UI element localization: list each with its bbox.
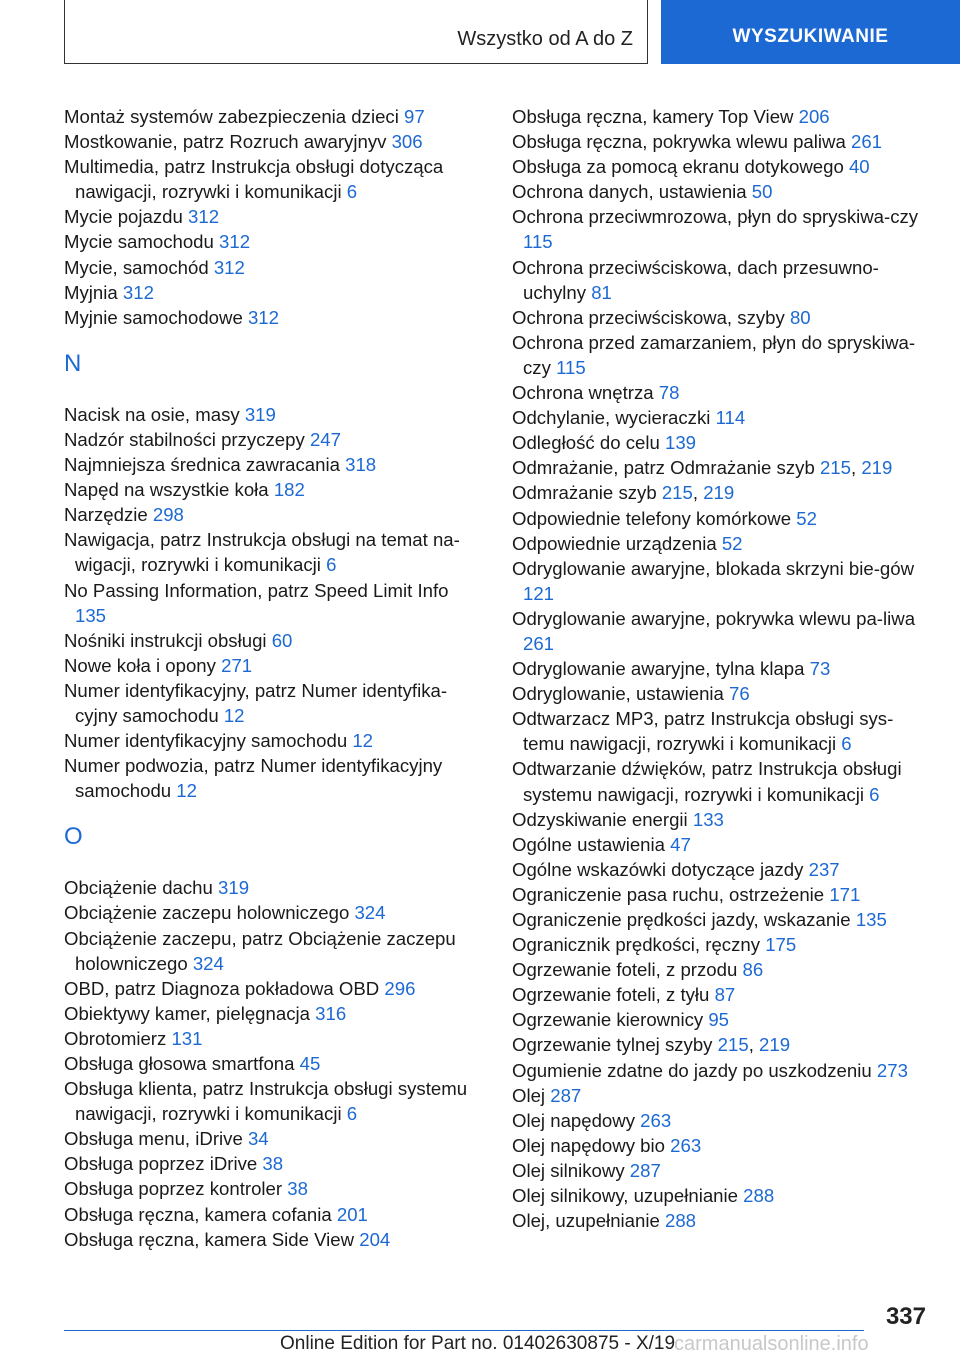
index-entry-text: Ogranicznik prędkości, ręczny: [512, 934, 766, 956]
index-entry-text: Odryglowanie awaryjne, pokrywka wlewu pa-liwa: [512, 607, 916, 629]
index-entry-text: Obsługa ręczna, pokrywka wlewu paliwa: [512, 131, 851, 153]
index-entry-text: Odpowiednie telefony komórkowe: [512, 507, 797, 529]
index-entry-text: Ograniczenie prędkości jazdy, wskazanie: [512, 909, 856, 930]
index-entry-text: Ochrona przeciwściskowa, dach przesuwno-uchylny: [512, 256, 879, 303]
index-entry: [512, 531, 932, 556]
index-entry: [64, 427, 484, 452]
index-entry: [64, 1151, 484, 1176]
page-link[interactable]: 78: [658, 382, 680, 404]
page-link[interactable]: 312: [247, 306, 279, 328]
page-link[interactable]: 324: [192, 952, 224, 974]
page-link[interactable]: 296: [384, 977, 416, 999]
index-entry: [64, 1001, 484, 1026]
index-entry-text: Obsługa ręczna, kamery Top View: [512, 106, 799, 127]
index-entry: [64, 753, 484, 803]
index-entry-text: Obsługa głosowa smartfona: [64, 1053, 300, 1074]
index-entry: [512, 480, 932, 505]
page-link[interactable]: 86: [742, 959, 764, 981]
page-link[interactable]: 135: [75, 604, 107, 626]
index-entry: [64, 1176, 484, 1201]
index-entry-text: Odryglowanie, ustawienia: [512, 683, 730, 705]
page-link[interactable]: 312: [219, 231, 251, 253]
page-link[interactable]: 215: [717, 1034, 749, 1056]
page-link[interactable]: 204: [359, 1228, 391, 1250]
page-link[interactable]: 114: [715, 407, 746, 429]
page-link[interactable]: 319: [244, 403, 276, 425]
index-entry-text: Nośniki instrukcji obsługi: [64, 629, 272, 651]
index-entry-text: Odtwarzacz MP3, patrz Instrukcja obsługi sys-temu nawigacji, rozrywki i komunikacji: [512, 708, 894, 755]
index-entry: [512, 556, 932, 606]
page-link[interactable]: 73: [809, 658, 831, 680]
page-link[interactable]: 60: [271, 629, 293, 651]
index-entry: [512, 405, 932, 430]
page-link[interactable]: 50: [751, 181, 773, 203]
index-entry-text: Mycie, samochód: [64, 256, 214, 278]
page-separator: ,: [748, 1034, 760, 1056]
index-entry: [64, 280, 484, 305]
page-link[interactable]: 263: [640, 1109, 672, 1131]
header-box: [64, 0, 648, 64]
page-link[interactable]: 131: [171, 1027, 203, 1049]
page-link[interactable]: 306: [391, 131, 423, 153]
page-link[interactable]: 288: [743, 1185, 775, 1207]
index-entry-text: Obsługa ręczna, kamera Side View: [64, 1228, 360, 1250]
page-link[interactable]: 298: [152, 504, 184, 526]
index-entry-text: Narzędzie: [64, 504, 153, 526]
page-link[interactable]: 95: [708, 1009, 730, 1031]
index-entry: [64, 1126, 484, 1151]
page-link[interactable]: 324: [354, 902, 386, 924]
watermark: carmanualsonline.info: [674, 1333, 869, 1355]
index-entry: [64, 900, 484, 925]
index-entry: [64, 477, 484, 502]
page-link[interactable]: 219: [861, 457, 893, 479]
page-link[interactable]: 182: [273, 479, 305, 501]
index-entry: [512, 1158, 932, 1183]
index-entry-text: Ochrona wnętrza: [512, 382, 659, 404]
index-entry-text: Numer identyfikacyjny samochodu: [64, 730, 353, 752]
index-entry: [64, 728, 484, 753]
page-separator: ,: [692, 482, 704, 504]
page-link[interactable]: 97: [404, 106, 425, 127]
index-entry: [512, 1108, 932, 1133]
page-link[interactable]: 219: [759, 1034, 791, 1056]
index-entry-text: Odryglowanie awaryjne, tylna klapa: [512, 658, 810, 680]
index-entry: [512, 756, 932, 806]
index-entry-text: Obsługa poprzez kontroler: [64, 1178, 288, 1200]
page-link[interactable]: 261: [523, 632, 555, 654]
page-link[interactable]: 316: [315, 1002, 347, 1024]
index-entry-text: Ogrzewanie kierownicy: [512, 1009, 709, 1031]
index-entry-text: Nadzór stabilności przyczepy: [64, 428, 310, 450]
index-entry: [512, 104, 932, 129]
index-entry: [512, 606, 932, 656]
page-link[interactable]: 215: [661, 482, 693, 504]
section-letter: N: [64, 349, 82, 377]
page-link[interactable]: 287: [550, 1084, 582, 1106]
index-entry-text: Olej silnikowy, uzupełnianie: [512, 1185, 744, 1207]
index-entry-text: Myjnie samochodowe: [64, 306, 248, 328]
index-entry: [512, 179, 932, 204]
index-entry: [512, 430, 932, 455]
page-link[interactable]: 81: [591, 281, 612, 303]
index-entry-text: Ogumienie zdatne do jazdy po uszkodzeniu: [512, 1059, 877, 1081]
page-link[interactable]: 6: [346, 181, 358, 203]
page-link[interactable]: 261: [850, 131, 883, 153]
index-entry: [64, 305, 484, 330]
index-entry-text: Montaż systemów zabezpieczenia dzieci: [64, 106, 405, 127]
index-entry: [64, 578, 484, 628]
index-entry: [64, 653, 484, 678]
page-link[interactable]: 319: [218, 877, 250, 899]
index-entry: [512, 255, 932, 305]
index-entry-text: Odpowiednie urządzenia: [512, 532, 722, 554]
index-entry: [512, 957, 932, 982]
index-entry-text: Numer podwozia, patrz Numer identyfikacyjny samochodu: [64, 755, 443, 802]
index-entry: [512, 1183, 932, 1208]
index-entry: [512, 455, 932, 480]
index-entry-text: Ochrona danych, ustawienia: [512, 181, 752, 203]
index-entry-text: Ochrona przeciwściskowa, szyby: [512, 306, 790, 328]
index-entry: [64, 976, 484, 1001]
index-entry-text: Ogólne wskazówki dotyczące jazdy: [512, 858, 809, 880]
index-entry-text: Obsługa poprzez iDrive: [64, 1153, 263, 1175]
index-entry: [64, 154, 484, 204]
footer-edition: Online Edition for Part no. 01402630875 - X/19: [280, 1333, 676, 1354]
index-entry-text: Obiektywy kamer, pielęgnacja: [64, 1002, 316, 1024]
index-entry-text: Najmniejsza średnica zawracania: [64, 454, 346, 476]
page-link[interactable]: 201: [336, 1203, 368, 1225]
index-entry-text: Obciążenie zaczepu holowniczego: [64, 902, 355, 924]
page-link[interactable]: 288: [664, 1210, 697, 1232]
index-entry-text: Obsługa za pomocą ekranu dotykowego: [512, 156, 849, 178]
index-entry-text: Ochrona przeciwmrozowa, płyn do spryskiwa-czy: [512, 206, 919, 228]
index-entry: [512, 706, 932, 756]
index-entry-text: Odryglowanie awaryjne, blokada skrzyni bie-gów: [512, 557, 915, 579]
index-entry-text: Nawigacja, patrz Instrukcja obsługi na temat na-wigacji, rozrywki i komunikacji: [64, 529, 460, 576]
index-entry: [512, 305, 932, 330]
index-entry-text: Odtwarzanie dźwięków, patrz Instrukcja obsługi systemu nawigacji, rozrywki i komunikacji: [512, 758, 902, 805]
page-link[interactable]: 87: [714, 984, 736, 1006]
index-entry-text: Obciążenie dachu: [64, 877, 219, 899]
page-number: 337: [885, 1303, 926, 1330]
page-link[interactable]: 171: [829, 883, 861, 905]
index-entry: [64, 204, 484, 229]
page-link[interactable]: 115: [556, 356, 586, 378]
index-entry-text: Mycie samochodu: [64, 231, 220, 253]
index-entry: [64, 1051, 484, 1076]
index-entry-text: Odzyskiwanie energii: [512, 808, 693, 830]
page-link[interactable]: 45: [299, 1053, 321, 1074]
index-entry-text: OBD, patrz Diagnoza pokładowa OBD: [64, 977, 385, 999]
page-link[interactable]: 6: [346, 1103, 358, 1125]
index-entry: [64, 129, 484, 154]
page-link[interactable]: 139: [664, 432, 697, 454]
page-link[interactable]: 34: [247, 1128, 269, 1150]
index-entry: [64, 402, 484, 427]
page-link[interactable]: 273: [876, 1059, 908, 1081]
index-entry: [64, 926, 484, 976]
page-link[interactable]: 318: [345, 454, 377, 476]
page-link[interactable]: 115: [523, 231, 553, 253]
index-entry: [512, 857, 932, 882]
index-entry-text: Olej: [512, 1084, 551, 1106]
index-entry: [512, 380, 932, 405]
section-letter: O: [64, 823, 83, 851]
index-entry: [64, 104, 484, 129]
index-entry-text: Ograniczenie pasa ruchu, ostrzeżenie: [512, 883, 830, 905]
index-entry: [64, 1076, 484, 1126]
index-entry-text: Ogrzewanie tylnej szyby: [512, 1034, 718, 1056]
page-link[interactable]: 237: [808, 858, 840, 880]
page-link[interactable]: 206: [798, 106, 830, 127]
index-entry: [64, 1026, 484, 1051]
page-link[interactable]: 247: [309, 428, 341, 450]
index-entry: [512, 1058, 932, 1083]
page-link[interactable]: 175: [765, 934, 797, 956]
index-entry-text: Obsługa menu, iDrive: [64, 1128, 248, 1150]
index-entry: [512, 907, 932, 932]
index-entry: [512, 154, 932, 179]
index-entry-text: Obsługa ręczna, kamera cofania: [64, 1203, 337, 1225]
index-entry: [64, 678, 484, 728]
index-entry-text: Odległość do celu: [512, 432, 665, 454]
page-link[interactable]: 271: [221, 654, 253, 676]
index-entry: [512, 1007, 932, 1032]
page-link[interactable]: 12: [352, 730, 374, 752]
index-entry: [512, 882, 932, 907]
index-entry-text: Olej napędowy: [512, 1109, 641, 1131]
index-entry-text: Olej napędowy bio: [512, 1134, 671, 1156]
index-entry: [512, 681, 932, 706]
page-link[interactable]: 133: [692, 808, 724, 830]
index-entry: [64, 527, 484, 577]
index-entry-text: Odmrażanie, patrz Odmrażanie szyb: [512, 457, 820, 479]
index-entry: [512, 932, 932, 957]
page-link[interactable]: 80: [789, 306, 811, 328]
index-entry-text: Ogrzewanie foteli, z tyłu: [512, 984, 715, 1006]
index-entry-text: Myjnia: [64, 281, 123, 303]
index-column-right: [512, 104, 932, 1233]
index-entry: [512, 982, 932, 1007]
index-entry: [64, 452, 484, 477]
index-entry: [512, 832, 932, 857]
page-link[interactable]: 121: [523, 582, 555, 604]
index-entry-text: Nowe koła i opony: [64, 654, 222, 676]
index-entry-text: Obciążenie zaczepu, patrz Obciążenie zaczepu holowniczego: [64, 927, 456, 974]
page-link[interactable]: 263: [670, 1134, 702, 1156]
page-link[interactable]: 312: [122, 281, 154, 303]
page-link[interactable]: 219: [703, 482, 735, 504]
index-entry-text: Napęd na wszystkie koła: [64, 479, 274, 501]
index-entry-text: Mostkowanie, patrz Rozruch awaryjnyv: [64, 131, 392, 153]
search-tab[interactable]: WYSZUKIWANIE: [661, 0, 960, 64]
index-entry-text: Olej silnikowy: [512, 1159, 630, 1181]
page-separator: ,: [850, 457, 862, 479]
index-entry-text: Ochrona przed zamarzaniem, płyn do spryskiwa-czy: [512, 331, 916, 378]
page-link[interactable]: 312: [213, 256, 245, 278]
page-link[interactable]: 52: [796, 507, 817, 529]
index-entry: [64, 229, 484, 254]
index-entry-text: Multimedia, patrz Instrukcja obsługi dotycząca nawigacji, rozrywki i komunikacji: [64, 156, 444, 203]
index-entry-text: Odmrażanie szyb: [512, 482, 662, 504]
index-entry: [512, 1208, 932, 1233]
index-entry-text: Olej, uzupełnianie: [512, 1210, 665, 1232]
index-entry: [64, 1227, 484, 1252]
index-entry: [512, 204, 932, 254]
index-entry: [512, 807, 932, 832]
index-entry: [512, 656, 932, 681]
index-entry: [64, 255, 484, 280]
page-link[interactable]: 287: [629, 1159, 661, 1181]
index-entry: [64, 1202, 484, 1227]
page-link[interactable]: 76: [729, 683, 750, 705]
page-link[interactable]: 6: [869, 783, 880, 805]
page-link[interactable]: 135: [855, 909, 887, 930]
index-entry: [512, 1083, 932, 1108]
header-title: Wszystko od A do Z: [457, 28, 633, 50]
page-link[interactable]: 40: [848, 156, 870, 178]
page-link[interactable]: 38: [287, 1178, 308, 1200]
index-entry-text: Obrotomierz: [64, 1027, 172, 1049]
index-entry-text: Odchylanie, wycieraczki: [512, 407, 716, 429]
index-column-left: [64, 104, 484, 1252]
index-entry: [512, 330, 932, 380]
index-entry-text: Ogrzewanie foteli, z przodu: [512, 959, 743, 981]
index-entry-text: No Passing Information, patrz Speed Limit Info: [64, 579, 449, 601]
index-entry: [64, 875, 484, 900]
index-entry: [64, 628, 484, 653]
page-link[interactable]: 312: [188, 206, 220, 228]
page-link[interactable]: 38: [262, 1153, 284, 1175]
page-link[interactable]: 12: [223, 704, 245, 726]
index-entry: [512, 129, 932, 154]
index-entry: [512, 506, 932, 531]
page-link[interactable]: 215: [819, 457, 851, 479]
page-link[interactable]: 47: [670, 833, 691, 855]
footer-rule: [64, 1330, 864, 1331]
index-entry-text: Numer identyfikacyjny, patrz Numer identyfika-cyjny samochodu: [64, 679, 448, 726]
page-link[interactable]: 12: [176, 780, 197, 802]
index-entry-text: Mycie pojazdu: [64, 206, 189, 228]
index-entry-text: Nacisk na osie, masy: [64, 403, 245, 425]
index-entry: [512, 1032, 932, 1057]
page-link[interactable]: 6: [841, 733, 852, 755]
index-entry: [64, 502, 484, 527]
index-entry-text: Obsługa klienta, patrz Instrukcja obsługi systemu nawigacji, rozrywki i komunikacji: [64, 1078, 468, 1125]
index-entry-text: Ogólne ustawienia: [512, 833, 671, 855]
index-entry: [512, 1133, 932, 1158]
page-link[interactable]: 6: [326, 554, 337, 576]
page-link[interactable]: 52: [721, 532, 743, 554]
